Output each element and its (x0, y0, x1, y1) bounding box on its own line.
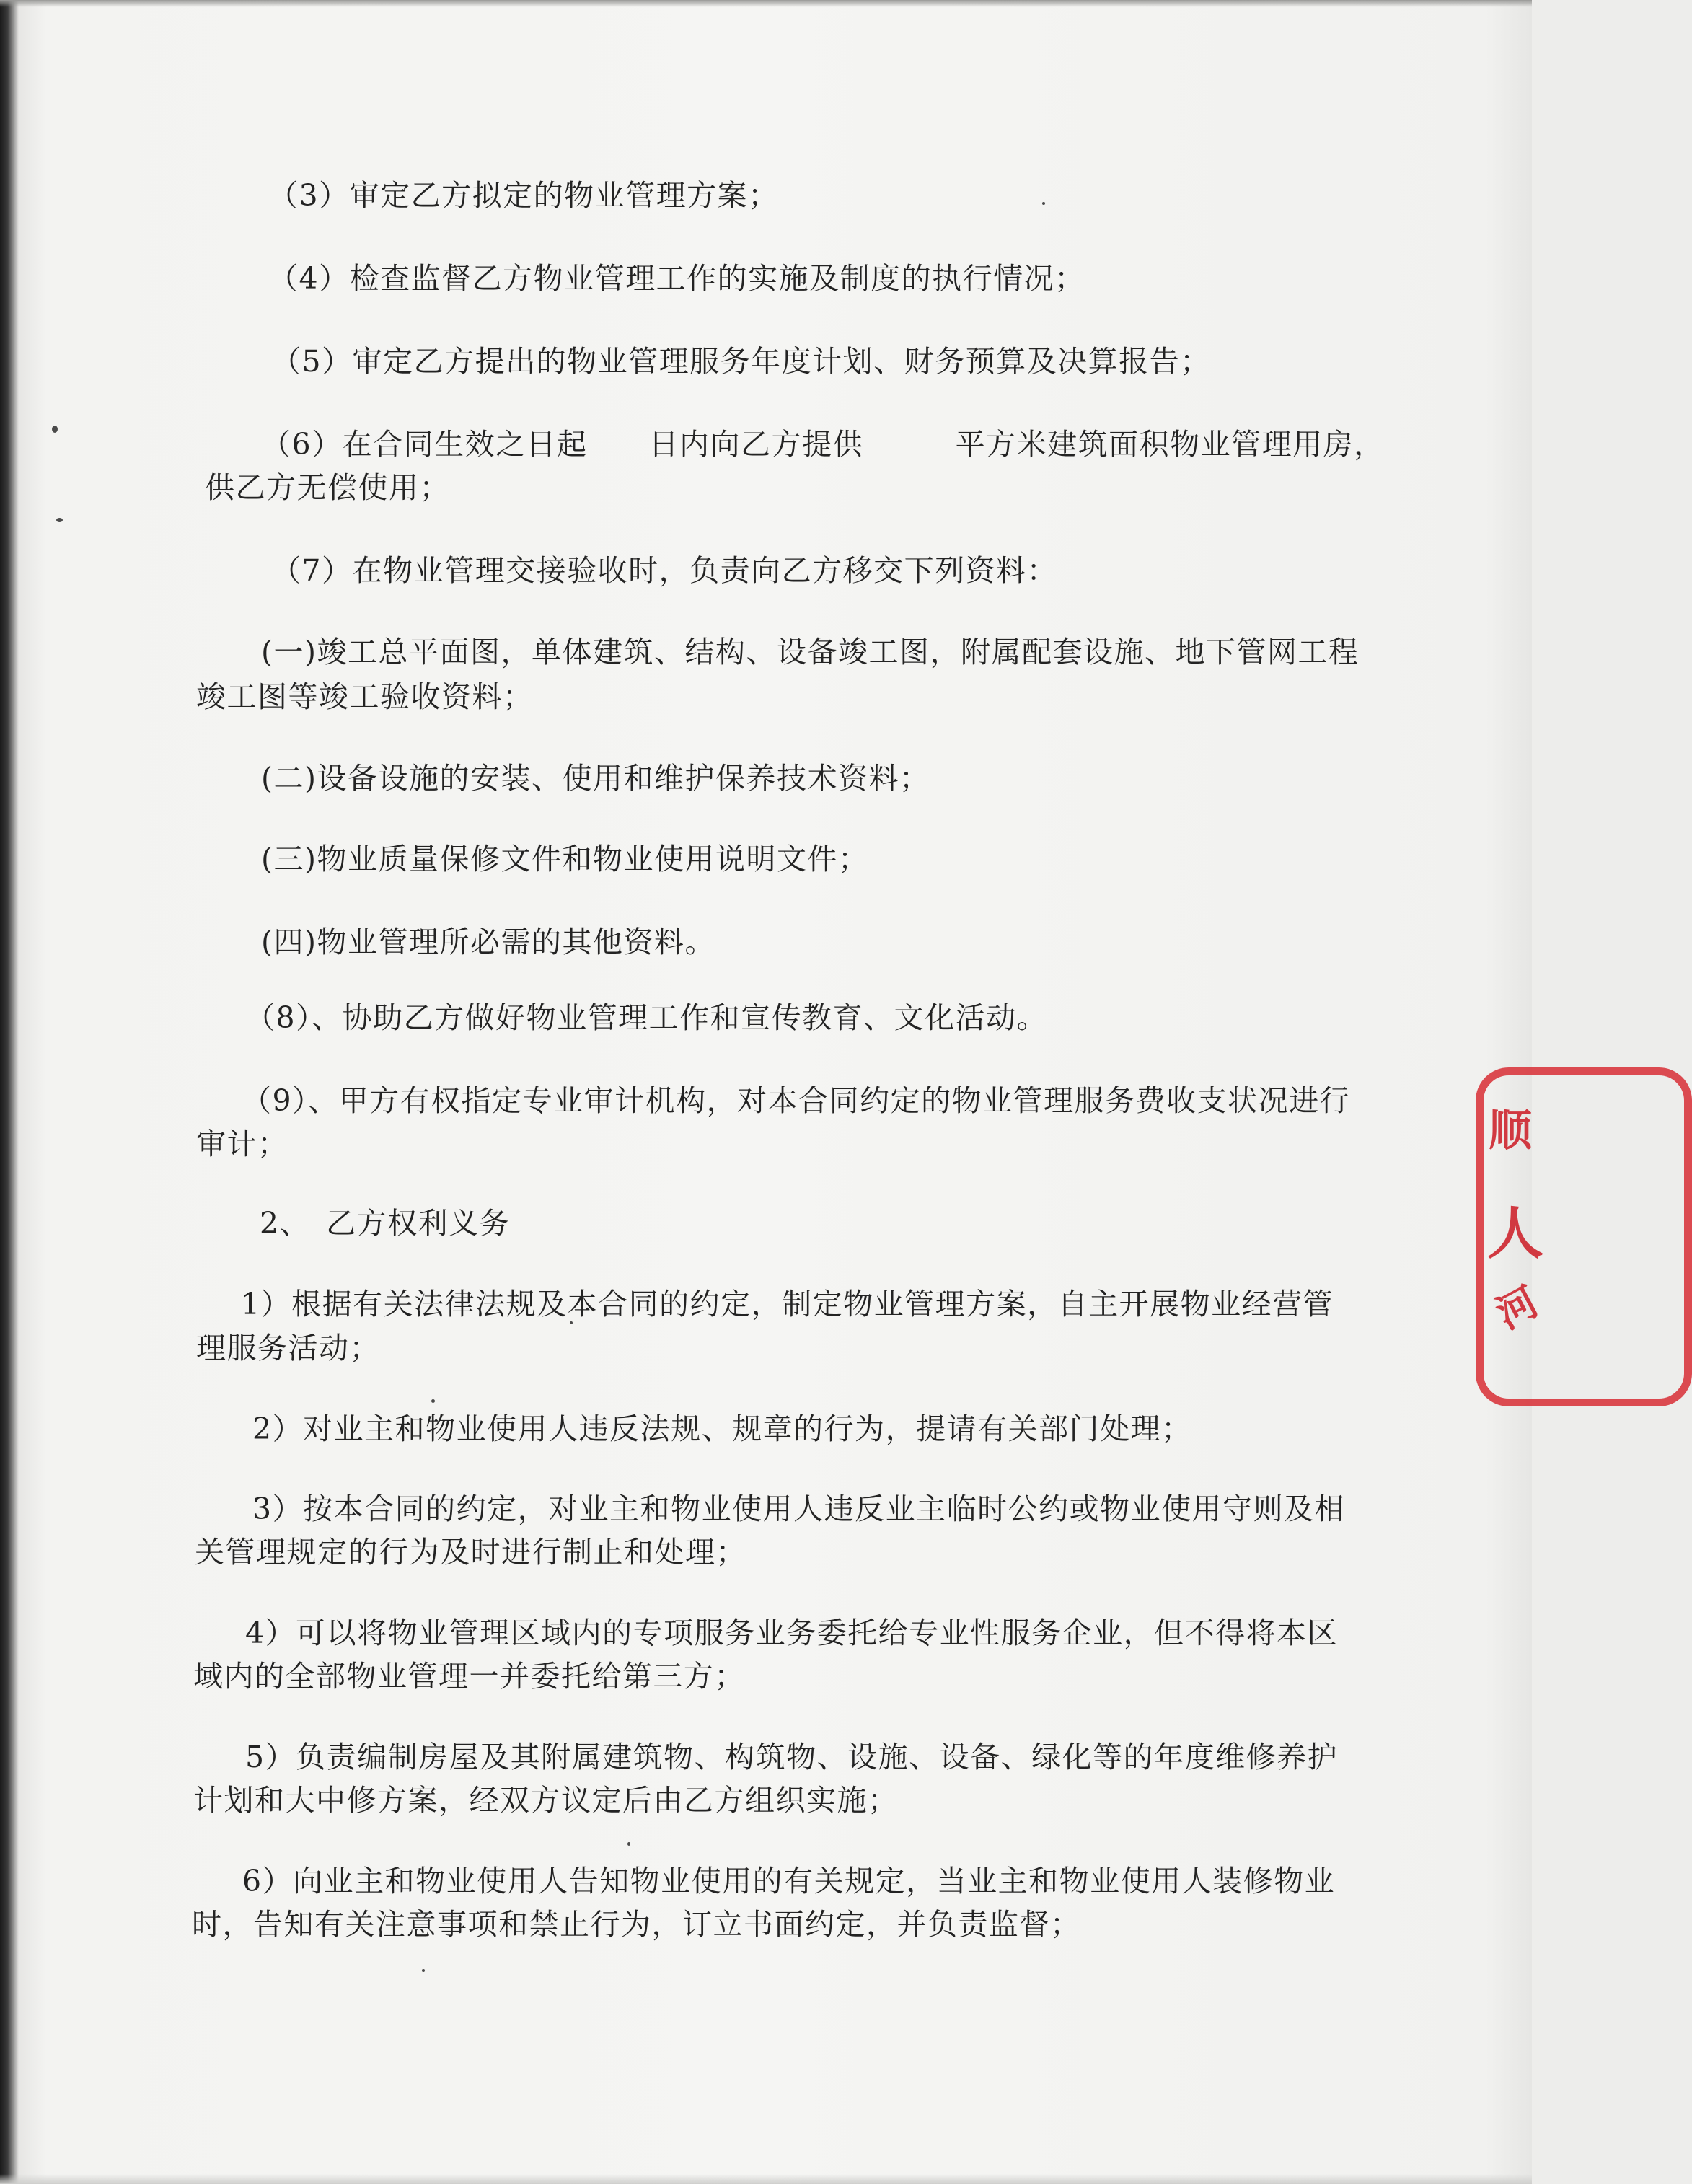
seal-glyph: 人 (1487, 1201, 1544, 1267)
scan-speck (56, 518, 63, 522)
paragraph-line: 1）根据有关法律法规及本合同的约定，制定物业管理方案，自主开展物业经营管 (241, 1287, 1334, 1321)
paragraph-continuation-line: 计划和大中修方案，经双方议定后由乙方组织实施； (193, 1783, 899, 1818)
paragraph-line: 3）按本合同的约定，对业主和物业使用人违反业主临时公约或物业使用守则及相 (252, 1492, 1346, 1526)
paragraph-line: （3）审定乙方拟定的物业管理方案； (268, 178, 779, 213)
paragraph-line: 2、 乙方权利义务 (260, 1206, 511, 1241)
paragraph-continuation-line: 理服务活动； (196, 1331, 380, 1365)
paragraph-continuation-line: 审计； (196, 1127, 288, 1161)
scan-speck (422, 1969, 425, 1972)
seal-glyph: 河 (1488, 1277, 1547, 1339)
scan-speck (431, 1399, 435, 1403)
paragraph-continuation-line: 关管理规定的行为及时进行制止和处理； (195, 1535, 746, 1569)
paragraph-line: 4）可以将物业管理区域内的专项服务业务委托给专业性服务企业，但不得将本区 (245, 1616, 1339, 1650)
scan-speck (627, 1842, 630, 1846)
scan-left-shadow (0, 0, 19, 2184)
paragraph-line: 2）对业主和物业使用人违反法规、规章的行为，提请有关部门处理； (252, 1412, 1192, 1446)
paragraph-continuation-line: 域内的全部物业管理一并委托给第三方； (193, 1659, 745, 1694)
scan-speck (1042, 202, 1045, 205)
red-seal-stamp (1476, 1067, 1547, 1406)
paragraph-line: （4）检查监督乙方物业管理工作的实施及制度的执行情况； (268, 261, 1085, 296)
paragraph-line: （8）、协助乙方做好物业管理工作和宣传教育、文化活动。 (245, 1000, 1048, 1035)
paragraph-line: （7）在物业管理交接验收时，负责向乙方移交下列资料： (271, 553, 1058, 588)
paragraph-continuation-line: 竣工图等竣工验收资料； (196, 679, 534, 714)
scan-top-edge (0, 0, 1532, 7)
paragraph-line: （6）在合同生效之日起 日内向乙方提供 平方米建筑面积物业管理用房， (261, 427, 1385, 462)
seal-glyph: 顺 (1489, 1106, 1532, 1156)
paragraph-continuation-line: 供乙方无偿使用； (205, 470, 450, 505)
scan-bottom-edge (0, 2174, 1532, 2184)
paragraph-line: （5）审定乙方提出的物业管理服务年度计划、财务预算及决算报告； (271, 344, 1211, 379)
paragraph-line: (三)物业质量保修文件和物业使用说明文件； (261, 842, 869, 876)
paragraph-line: (二)设备设施的安装、使用和维护保养技术资料； (261, 761, 930, 796)
paragraph-continuation-line: 时，告知有关注意事项和禁止行为，订立书面约定，并负责监督； (192, 1907, 1081, 1942)
paragraph-line: (四)物业管理所必需的其他资料。 (261, 925, 715, 959)
scan-speck (52, 426, 58, 433)
paragraph-line: （9）、甲方有权指定专业审计机构，对本合同约定的物业管理服务费收支状况进行 (242, 1083, 1351, 1118)
paragraph-line: (一)竣工总平面图，单体建筑、结构、设备竣工图，附属配套设施、地下管网工程 (261, 635, 1360, 669)
paragraph-line: 5）负责编制房屋及其附属建筑物、构筑物、设施、设备、绿化等的年度维修养护 (245, 1740, 1339, 1774)
paragraph-line: 6）向业主和物业使用人告知物业使用的有关规定，当业主和物业使用人装修物业 (242, 1864, 1336, 1898)
